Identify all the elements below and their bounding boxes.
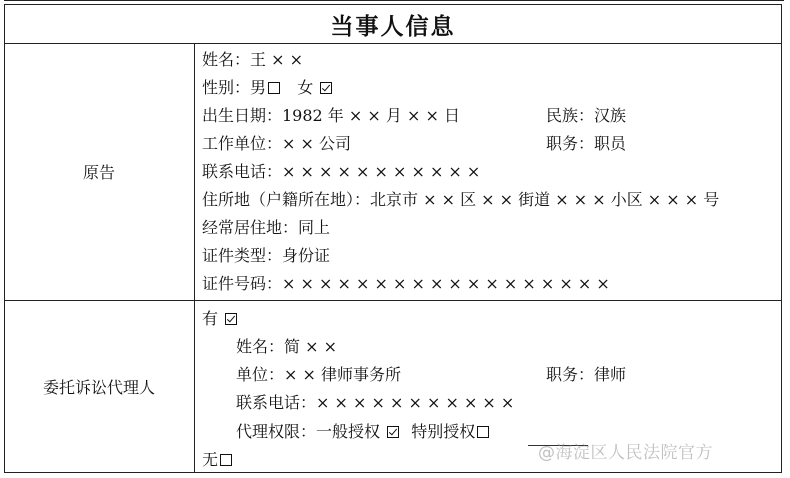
gender-female-label: 女 — [297, 78, 314, 97]
authority-general-label: 代理权限：一般授权 — [236, 422, 381, 441]
gender-female-checkbox[interactable] — [320, 82, 332, 94]
gender-male-checkbox[interactable] — [268, 82, 280, 94]
plaintiff-birth: 出生日期：1982 年 × × 月 × × 日 — [202, 106, 460, 125]
agent-label: 委托诉讼代理人 — [42, 378, 155, 397]
plaintiff-label: 原告 — [82, 163, 115, 182]
section-title: 当事人信息 — [330, 13, 456, 40]
top-rule — [4, 0, 784, 1]
plaintiff-employer: 工作单位：× × 公司 — [202, 134, 351, 153]
plaintiff-position: 职务：职员 — [546, 134, 627, 153]
agent-none — [202, 450, 234, 470]
authority-special-checkbox[interactable] — [477, 426, 489, 438]
plaintiff-phone: 联系电话：× × × × × × × × × × × — [202, 162, 481, 181]
agent-none-checkbox[interactable] — [220, 454, 232, 466]
authority-special-label: 特别授权 — [411, 422, 476, 441]
plaintiff-gender — [202, 78, 334, 98]
agent-unit: 单位：× × 律师事务所 — [236, 365, 401, 384]
column-divider — [194, 43, 195, 473]
plaintiff-id-type: 证件类型：身份证 — [202, 246, 331, 265]
agent-name: 姓名：简 × × — [236, 337, 337, 356]
agent-none-label: 无 — [202, 450, 219, 469]
agent-position: 职务：律师 — [546, 365, 627, 384]
agent-has-label: 有 — [202, 309, 219, 328]
agent-has — [202, 309, 239, 329]
agent-has-checkbox[interactable] — [225, 313, 237, 325]
plaintiff-id-number: 证件号码：× × × × × × × × × × × × × × × × × × — [202, 274, 610, 293]
agent-authority — [236, 422, 491, 442]
plaintiff-ethnicity: 民族：汉族 — [546, 106, 627, 125]
agent-phone: 联系电话：× × × × × × × × × × × — [236, 393, 515, 412]
authority-general-checkbox[interactable] — [387, 426, 399, 438]
plaintiff-name: 姓名：王 × × — [202, 50, 303, 69]
plaintiff-domicile: 住所地（户籍所在地）：北京市 × × 区 × × 街道 × × × 小区 × × × 号 — [202, 190, 720, 209]
watermark-text: @海淀区人民法院官方 — [538, 443, 713, 463]
plaintiff-residence: 经常居住地：同上 — [202, 218, 331, 237]
gender-male-label: 性别：男 — [202, 78, 267, 97]
